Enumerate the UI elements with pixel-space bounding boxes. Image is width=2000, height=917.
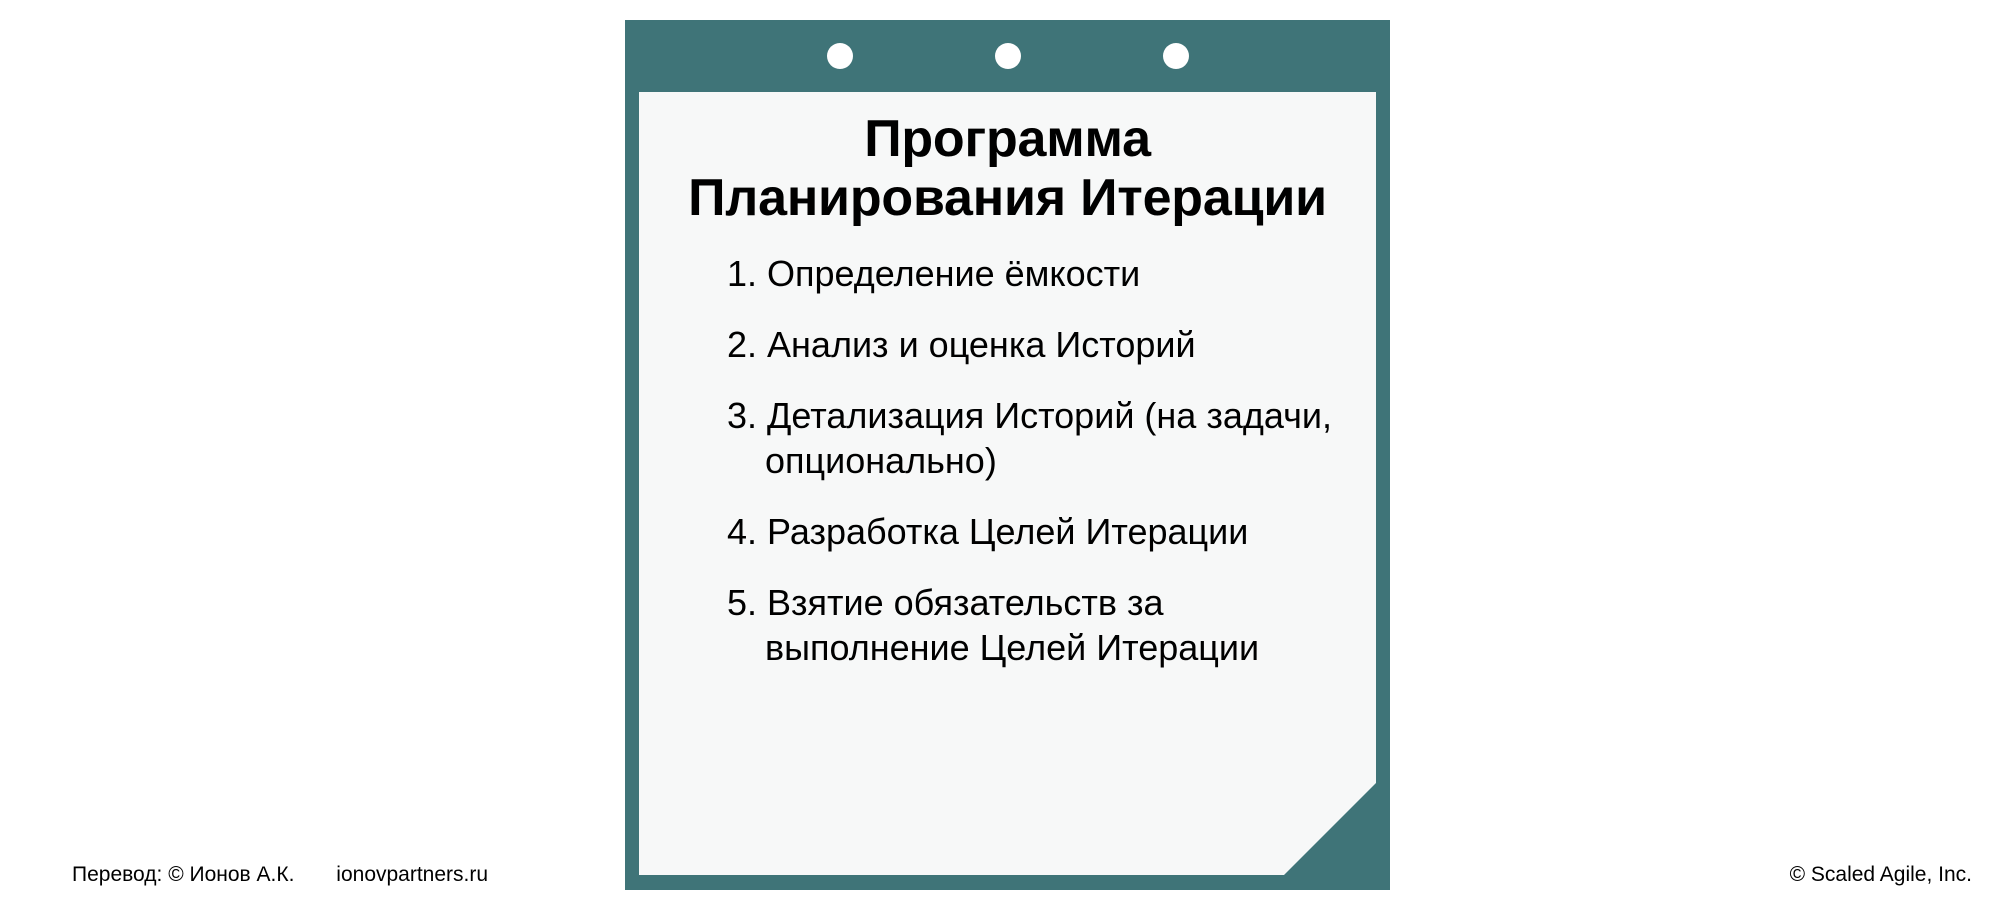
- footer-left: [72, 863, 488, 887]
- flipchart-board: [625, 20, 1390, 890]
- paper-sheet: [639, 92, 1376, 875]
- list-item: 5. Взятие обязательств за выполнение Целей Итерации: [727, 581, 1260, 668]
- footer-copyright: © Scaled Agile, Inc.: [1789, 863, 1972, 886]
- translator-site[interactable]: ionovpartners.ru: [336, 863, 489, 886]
- list-item: 2. Анализ и оценка Историй: [727, 323, 1196, 365]
- binder-hole-icon: [827, 43, 853, 69]
- flipchart: [625, 20, 1390, 890]
- page-title: [679, 110, 1336, 229]
- binder-holes: [625, 20, 1390, 92]
- steps-list: [679, 251, 1336, 670]
- list-item: 3. Детализация Историй (на задачи, опционально): [727, 394, 1332, 481]
- list-item: 4. Разработка Целей Итерации: [727, 510, 1249, 552]
- binder-hole-icon: [995, 43, 1021, 69]
- folded-corner-icon: [1284, 783, 1376, 875]
- page-title-line-2: Планирования Итерации: [688, 169, 1327, 228]
- binder-hole-icon: [1163, 43, 1189, 69]
- list-item: 1. Определение ёмкости: [727, 252, 1141, 294]
- translator-credit: Перевод: © Ионов А.К.: [72, 863, 295, 886]
- page-title-line-1: Программа: [864, 110, 1151, 168]
